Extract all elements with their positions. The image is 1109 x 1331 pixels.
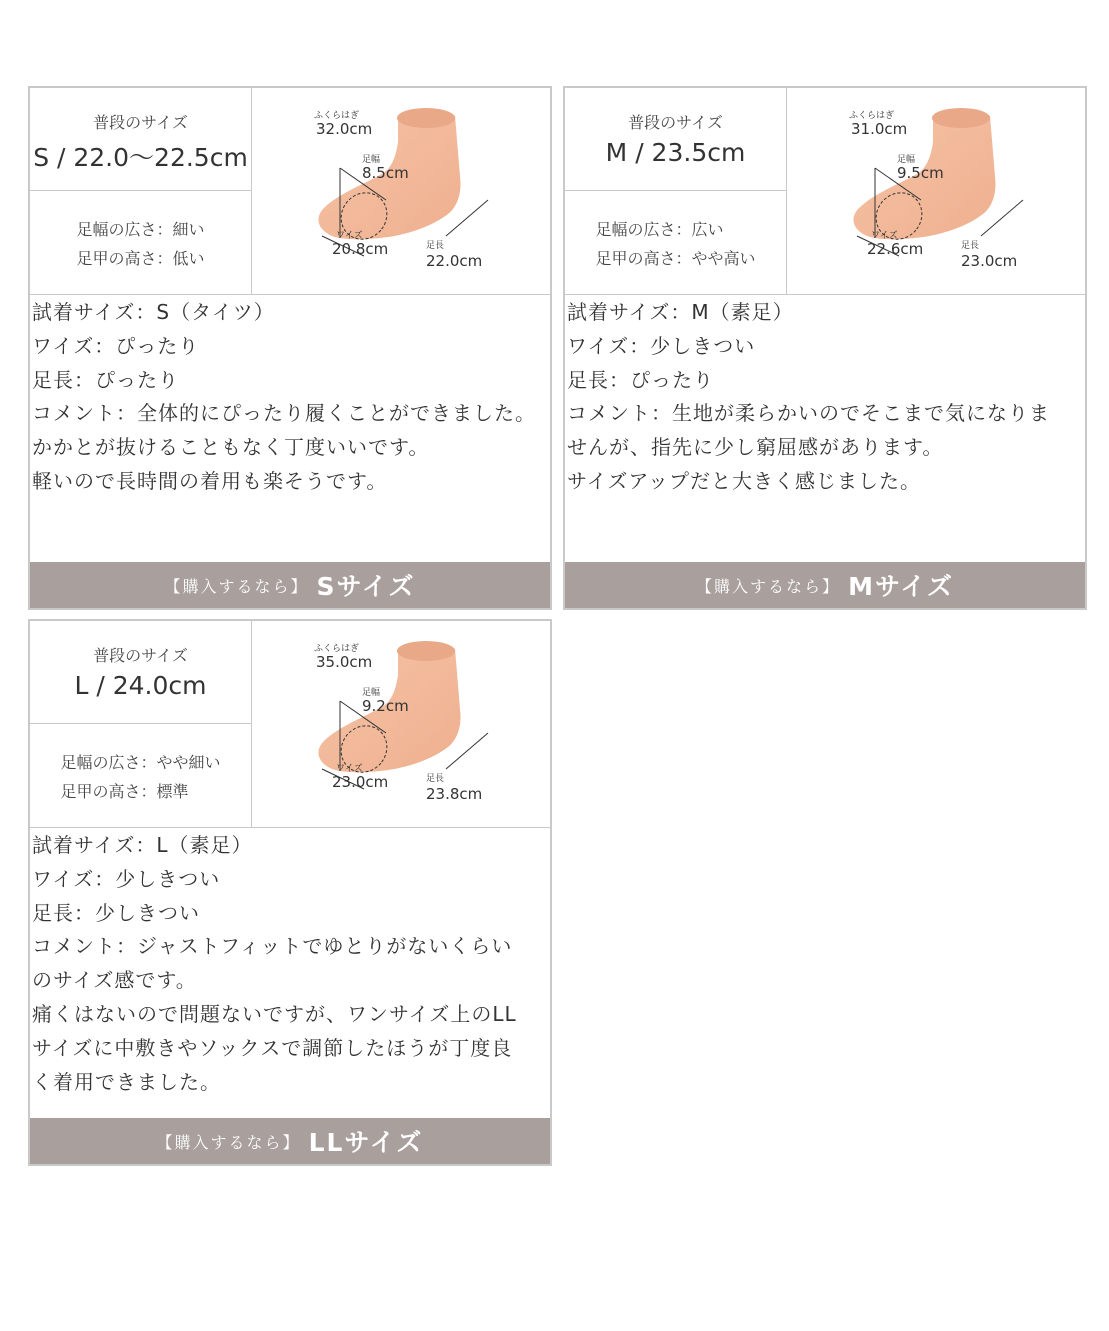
width-value: 9.5cm xyxy=(897,164,944,182)
review-line: 痛くはないので問題ないですが、ワンサイズ上のLL xyxy=(32,1001,517,1026)
usual-size-value: L / 24.0cm xyxy=(74,671,207,700)
size-review-card-s xyxy=(28,86,552,610)
review-line: ワイズ：ぴったり xyxy=(32,333,200,358)
card-header xyxy=(30,621,550,828)
review-line: コメント：全体的にぴったり履くことができました。 xyxy=(32,401,536,426)
width-label: 足幅 xyxy=(362,155,381,165)
usual-size-box xyxy=(565,88,786,191)
review-line: 足長：少しきつい xyxy=(32,900,200,925)
buy-size-button[interactable] xyxy=(30,562,550,608)
size-review-card-m xyxy=(563,86,1087,610)
card-header xyxy=(30,88,550,295)
wise-value: 22.6cm xyxy=(867,240,924,258)
foot-illustration xyxy=(787,88,1085,294)
length-value: 23.8cm xyxy=(426,785,483,803)
buy-size-label: LLサイズ xyxy=(308,1128,424,1157)
length-value: 23.0cm xyxy=(961,252,1018,270)
usual-size-box xyxy=(30,88,251,191)
review-line: 足長：ぴったり xyxy=(567,367,714,392)
width-label: 足幅 xyxy=(897,155,916,165)
review-line: 軽いので長時間の着用も楽そうです。 xyxy=(32,468,388,493)
usual-size-label: 普段のサイズ xyxy=(93,113,188,132)
usual-size-column xyxy=(30,621,252,827)
usual-size-column xyxy=(565,88,787,294)
foot-width-property: 足幅の広さ：やや細い xyxy=(60,753,221,772)
length-label: 足長 xyxy=(426,241,445,251)
calf-value: 32.0cm xyxy=(316,120,373,138)
foot-measurement-diagram xyxy=(252,88,550,294)
usual-size-column xyxy=(30,88,252,294)
foot-properties xyxy=(30,192,251,294)
usual-size-label: 普段のサイズ xyxy=(628,113,723,132)
buy-size-label: Sサイズ xyxy=(316,572,416,601)
length-value: 22.0cm xyxy=(426,252,483,270)
calf-label: ふくらはぎ xyxy=(849,111,895,121)
review-line: 試着サイズ：S（タイツ） xyxy=(32,300,275,324)
buy-size-label: Mサイズ xyxy=(848,572,954,601)
review-line: のサイズ感です。 xyxy=(32,968,197,993)
wise-label: ワイズ xyxy=(336,764,363,774)
review-line: コメント：生地が柔らかいのでそこまで気になりま xyxy=(567,401,1050,426)
calf-value: 35.0cm xyxy=(316,653,373,671)
review-line: 足長：ぴったり xyxy=(32,367,179,392)
wise-label: ワイズ xyxy=(871,231,898,241)
ankle-opening xyxy=(397,108,455,128)
review-line: く着用できました。 xyxy=(32,1069,221,1094)
review-text xyxy=(32,829,548,1099)
calf-label: ふくらはぎ xyxy=(314,111,360,121)
review-line: サイズに中敷きやソックスで調節したほうが丁度良 xyxy=(32,1035,513,1060)
review-line: ワイズ：少しきつい xyxy=(567,333,756,358)
ankle-opening xyxy=(932,108,990,128)
calf-label: ふくらはぎ xyxy=(314,644,360,654)
buy-prefix: 【購入するなら】 xyxy=(164,576,309,596)
review-line: かかとが抜けることもなく丁度いいです。 xyxy=(32,435,430,460)
foot-measurement-diagram xyxy=(252,621,550,827)
foot-width-property: 足幅の広さ：細い xyxy=(76,220,205,239)
length-label: 足長 xyxy=(426,774,445,784)
ankle-opening xyxy=(397,641,455,661)
foot-properties xyxy=(565,192,786,294)
usual-size-value: S / 22.0〜22.5cm xyxy=(33,143,248,172)
foot-width-property: 足幅の広さ：広い xyxy=(595,220,724,239)
wise-value: 23.0cm xyxy=(332,773,389,791)
review-line: 試着サイズ：M（素足） xyxy=(567,300,794,324)
instep-height-property: 足甲の高さ：低い xyxy=(76,249,205,268)
wise-value: 20.8cm xyxy=(332,240,389,258)
width-value: 8.5cm xyxy=(362,164,409,182)
width-label: 足幅 xyxy=(362,688,381,698)
instep-height-property: 足甲の高さ：標準 xyxy=(60,782,189,801)
width-value: 9.2cm xyxy=(362,697,409,715)
buy-prefix: 【購入するなら】 xyxy=(156,1132,301,1152)
length-label: 足長 xyxy=(961,241,980,251)
foot-illustration xyxy=(252,88,550,294)
usual-size-box xyxy=(30,621,251,724)
buy-size-button[interactable] xyxy=(565,562,1085,608)
foot-illustration xyxy=(252,621,550,827)
card-header xyxy=(565,88,1085,295)
buy-prefix: 【購入するなら】 xyxy=(696,576,841,596)
review-line: コメント：ジャストフィットでゆとりがないくらい xyxy=(32,934,513,959)
instep-height-property: 足甲の高さ：やや高い xyxy=(595,249,756,268)
wise-label: ワイズ xyxy=(336,231,363,241)
review-text xyxy=(32,296,548,499)
foot-properties xyxy=(30,725,251,827)
review-text xyxy=(567,296,1083,499)
buy-size-button[interactable] xyxy=(30,1118,550,1164)
review-line: せんが、指先に少し窮屈感があります。 xyxy=(567,435,944,460)
review-line: ワイズ：少しきつい xyxy=(32,866,221,891)
foot-measurement-diagram xyxy=(787,88,1085,294)
calf-value: 31.0cm xyxy=(851,120,908,138)
usual-size-label: 普段のサイズ xyxy=(93,646,188,665)
review-line: 試着サイズ：L（素足） xyxy=(32,833,253,857)
usual-size-value: M / 23.5cm xyxy=(605,138,746,167)
size-review-card-l xyxy=(28,619,552,1166)
review-line: サイズアップだと大きく感じました。 xyxy=(567,468,921,493)
